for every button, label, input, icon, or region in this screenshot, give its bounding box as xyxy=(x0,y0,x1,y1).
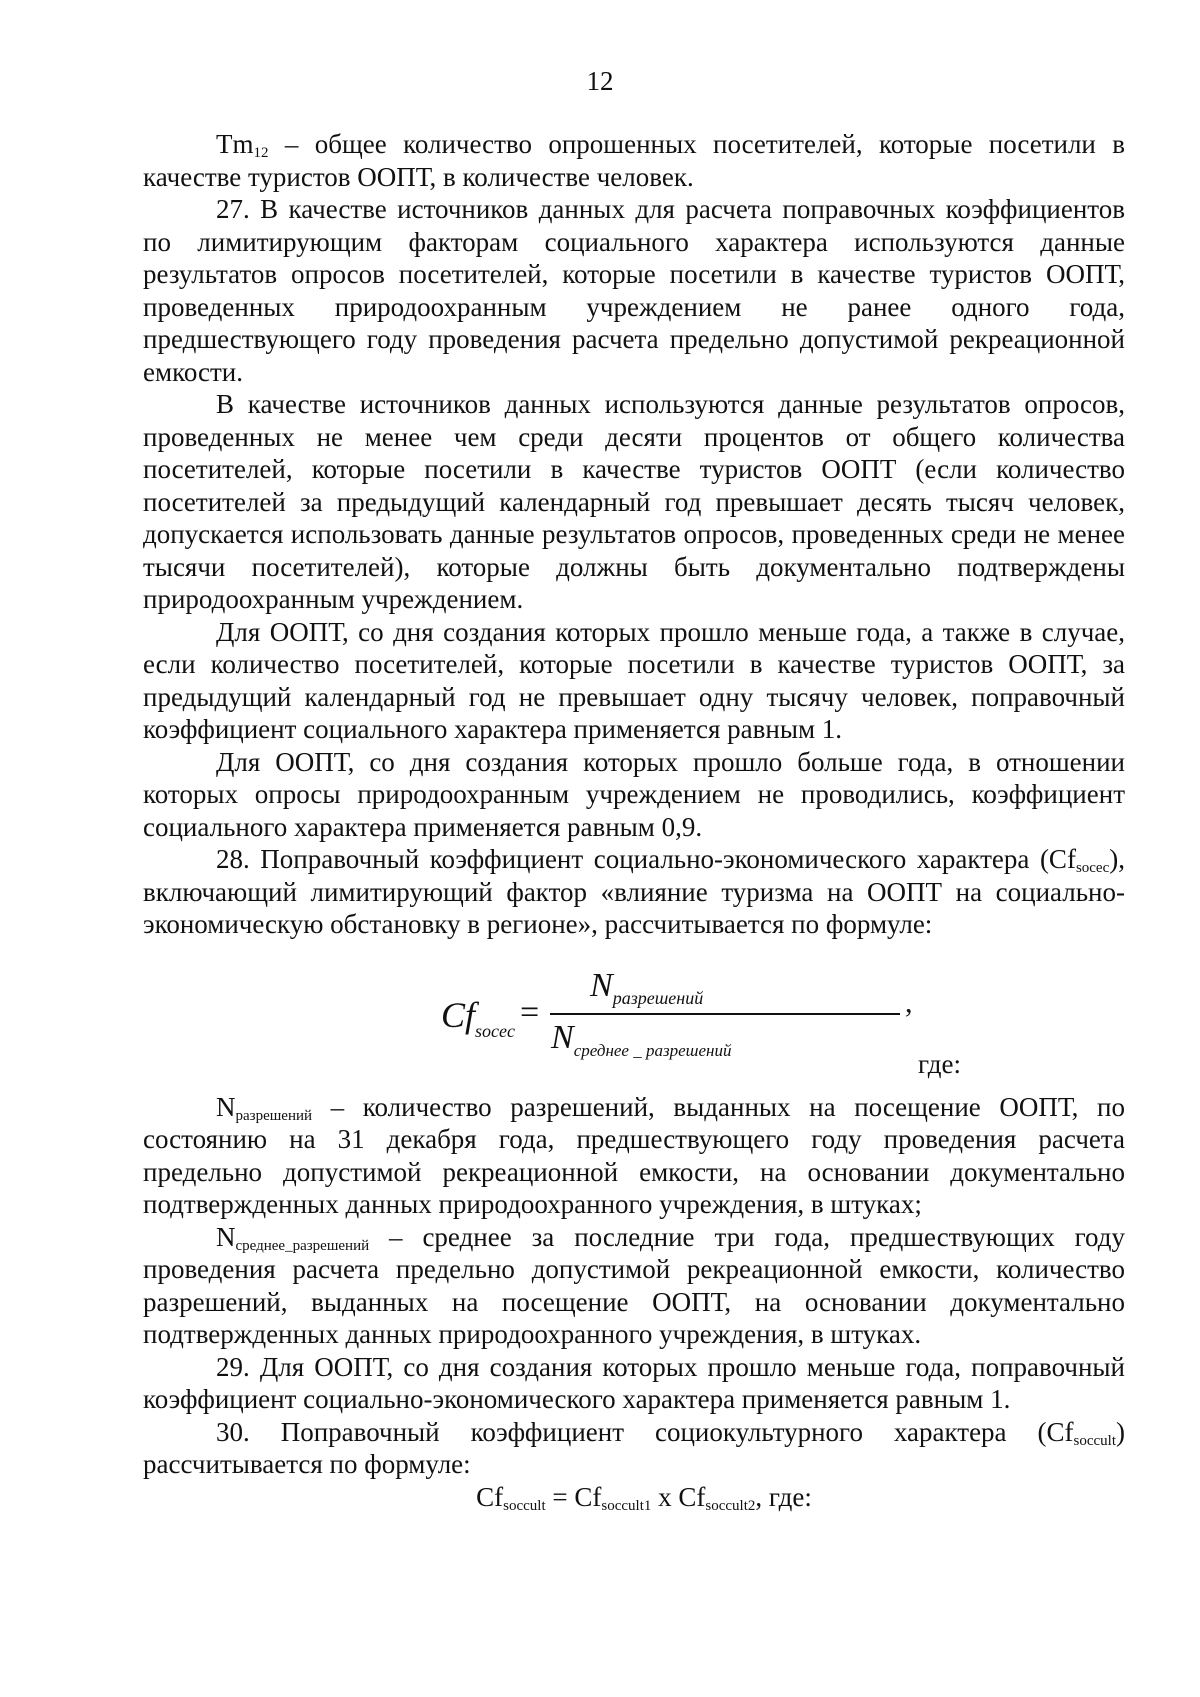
formula-numerator-symbol: N xyxy=(590,966,613,1004)
paragraph xyxy=(143,1091,1125,1221)
fraction-bar xyxy=(550,1013,900,1015)
text-run: – количество разрешений, выданных на посещение ООПТ, по состоянию на 31 декабря года, предшествующего году проведения расчета предельно допустимой рекреационной емкости, на основании документально подтвержденных данных природоохранного учреждения, в штуках; xyxy=(143,1091,1125,1219)
paragraph xyxy=(143,128,1125,193)
paragraph xyxy=(143,746,1125,844)
text-run: Tm xyxy=(216,129,254,159)
subscript: socec xyxy=(1075,860,1110,876)
subscript: soccult xyxy=(1073,1432,1116,1449)
formula-lhs-subscript: socec xyxy=(475,1020,515,1041)
formula-lhs-symbol: Cf xyxy=(441,994,476,1035)
text-run: В качестве источников данных используются данные результатов опросов, проведенных не менее чем среди десяти процентов от общего количества посетителей, которые посетили в качестве туристов ООПТ (если количество посетителей за предыдущий календарный год превышает десять тысяч человек, допускается использовать данные результатов опросов, проведенных среди не менее тысячи посетителей), которые должны быть документально подтверждены природоохранным учреждением. xyxy=(143,389,1125,614)
text-run: N xyxy=(216,1221,236,1252)
text-run: , где: xyxy=(755,1481,812,1512)
text-run: Cf xyxy=(476,1481,504,1512)
paragraph xyxy=(143,388,1125,616)
paragraphs-top xyxy=(143,128,1125,941)
text-run: 29. Для ООПТ, со дня создания которых прошло меньше года, поправочный коэффициент социально-экономического характера применяется равным 1. xyxy=(143,1351,1125,1414)
formula-where: где: xyxy=(918,1048,961,1079)
subscript: soccult2 xyxy=(705,1497,756,1514)
text-run: Для ООПТ, со дня создания которых прошло больше года, в отношении которых опросы природоохранным учреждением не проводились, коэффициент социального характера применяется равным 0,9. xyxy=(143,746,1125,842)
text-run: ) рассчитывается по формуле: xyxy=(143,1416,1125,1479)
paragraph xyxy=(143,1351,1125,1416)
formula-equals: = xyxy=(520,993,540,1031)
text-run: x Cf xyxy=(651,1481,706,1512)
formula-cf-socec xyxy=(143,941,1125,1091)
formula-numerator-subscript: разрешений xyxy=(612,987,704,1008)
subscript: среднее_разрешений xyxy=(235,1237,370,1254)
text-run: Для ООПТ, со дня создания которых прошло меньше года, а также в случае, если количество посетителей, которые посетили в качестве туристов ООПТ, за предыдущий календарный год не превышает одну тысячу человек, поправочный коэффициент социального характера применяется равным 1. xyxy=(143,616,1125,744)
subscript: soccult xyxy=(503,1497,546,1514)
formula-denominator-symbol: N xyxy=(551,1018,574,1056)
text-run: – общее количество опрошенных посетителей, которые посетили в качестве туристов ООПТ, в количестве человек. xyxy=(143,129,1125,192)
text-run: ), включающий лимитирующий фактор «влияние туризма на ООПТ на социально-экономическую обстановку в регионе», рассчитывается по формуле: xyxy=(143,844,1125,939)
text-run: 28. Поправочный коэффициент социально-экономического характера (Cf xyxy=(216,844,1076,874)
subscript: разрешений xyxy=(235,1107,313,1124)
formula-numerator xyxy=(590,966,704,1008)
text-run: N xyxy=(216,1091,236,1122)
text-run: = Cf xyxy=(545,1481,602,1512)
text-run: 30. Поправочный коэффициент социокультурного характера (Cf xyxy=(216,1416,1074,1447)
formula-comma: , xyxy=(905,985,913,1019)
subscript: 12 xyxy=(253,145,269,161)
paragraph xyxy=(143,1416,1125,1481)
paragraphs-bottom xyxy=(143,1091,1125,1481)
document-body xyxy=(143,128,1125,1513)
subscript: soccult1 xyxy=(601,1497,652,1514)
paragraph xyxy=(143,193,1125,388)
formula-cf-soccult xyxy=(143,1481,1125,1514)
text-run: 27. В качестве источников данных для расчета поправочных коэффициентов по лимитирующим факторам социального характера используются данные результатов опросов посетителей, которые посетили в качестве туристов ООПТ, проведенных природоохранным учреждением не ранее одного года, предшествующего году проведения расчета предельно допустимой рекреационной емкости. xyxy=(143,194,1125,387)
paragraph xyxy=(143,1221,1125,1351)
formula-lhs xyxy=(441,994,515,1041)
formula-denominator xyxy=(551,1018,732,1060)
text-run: – среднее за последние три года, предшествующих году проведения расчета предельно допустимой рекреационной емкости, количество разрешений, выданных на посещение ООПТ, на основании документально подтвержденных данных природоохранного учреждения, в штуках. xyxy=(143,1221,1125,1349)
paragraph xyxy=(143,616,1125,746)
formula-denominator-subscript: среднее _ разрешений xyxy=(573,1040,732,1060)
page-number: 12 xyxy=(586,66,614,96)
paragraph xyxy=(143,843,1125,941)
